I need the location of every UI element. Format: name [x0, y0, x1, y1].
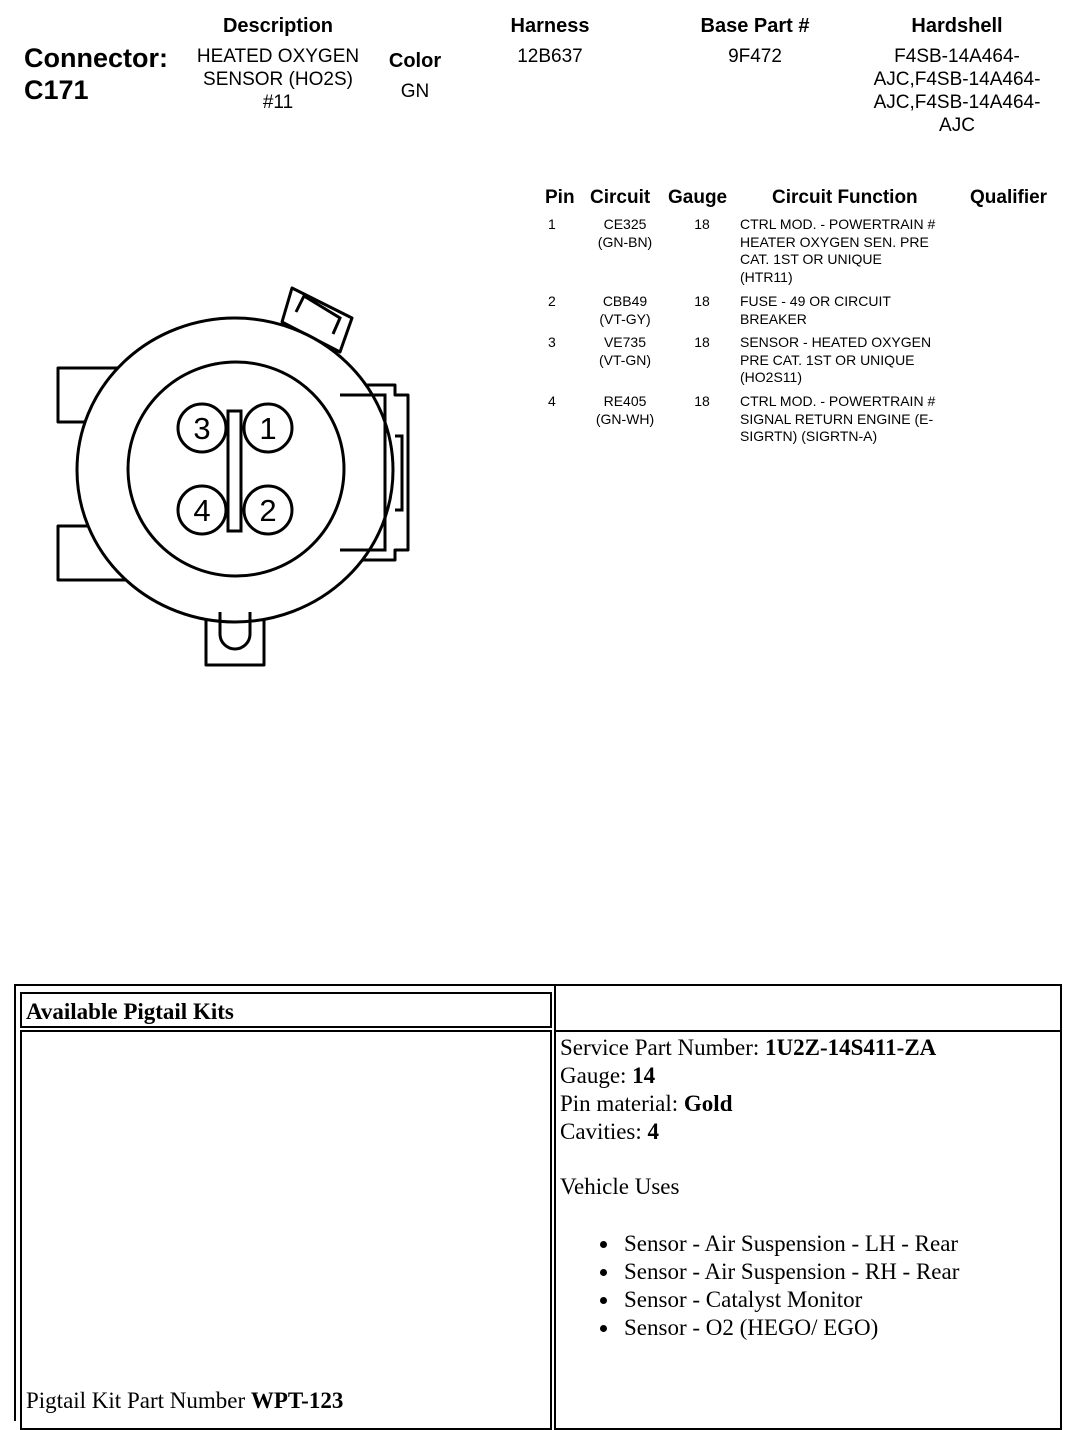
pin-function	[740, 393, 970, 446]
hardshell-label: Hardshell	[911, 15, 1003, 37]
pigtail-kit-image-cell	[20, 1030, 552, 1430]
pigtail-kit-details	[554, 1030, 1062, 1430]
function-line: (HO2S11)	[740, 369, 802, 385]
description-line: HEATED OXYGEN	[196, 46, 360, 67]
qualifier-header: Qualifier	[970, 187, 1048, 208]
harness-label: Harness	[510, 15, 590, 37]
description-line: #11	[262, 92, 294, 113]
vehicle-use-item: • Sensor - Air Suspension - LH - Rear	[620, 1230, 1056, 1258]
pigtail-kits-title: Available Pigtail Kits	[20, 992, 552, 1028]
pin-function	[740, 293, 970, 328]
kit-gauge-value: 14	[632, 1063, 656, 1088]
color-label: Color	[388, 50, 442, 72]
function-line: HEATER OXYGEN SEN. PRE	[740, 233, 929, 250]
function-line: SIGRTN) (SIGRTN-A)	[740, 428, 878, 444]
hardshell-line: AJC,F4SB-14A464-	[873, 69, 1041, 90]
service-part-number	[560, 1034, 1056, 1062]
pin-number: 2	[548, 293, 556, 309]
base-part-value: 9F472	[728, 46, 782, 67]
pin-circuit	[580, 393, 670, 428]
pin-header: Pin	[545, 187, 575, 208]
function-line: FUSE - 49 OR CIRCUIT	[740, 293, 891, 309]
hardshell-line: AJC,F4SB-14A464-	[873, 92, 1041, 113]
circuit-code: VE735	[603, 334, 647, 350]
gauge-header: Gauge	[668, 187, 728, 208]
vehicle-use-item: • Sensor - Air Suspension - RH - Rear	[620, 1258, 1056, 1286]
function-line: CTRL MOD. - POWERTRAIN #	[740, 216, 936, 232]
pin-label-1: 1	[259, 411, 277, 446]
pin-function	[740, 334, 970, 387]
cavities-label: Cavities:	[560, 1119, 648, 1144]
function-line: CAT. 1ST OR UNIQUE	[740, 251, 882, 267]
pin-label-3: 3	[193, 411, 211, 446]
vehicle-use-item: • Sensor - Catalyst Monitor	[620, 1286, 1056, 1314]
circuit-code: RE405	[603, 393, 647, 409]
circuit-color: (GN-WH)	[595, 410, 655, 427]
description-line: SENSOR (HO2S)	[203, 69, 353, 90]
pin-circuit	[580, 293, 670, 328]
base-part-label: Base Part #	[700, 15, 810, 37]
hardshell-line: AJC	[939, 115, 975, 136]
cavities-value: 4	[647, 1119, 660, 1144]
connector-face-diagram	[0, 0, 540, 700]
pin-gauge: 18	[694, 216, 710, 232]
pin-material-value: Gold	[683, 1091, 733, 1116]
function-line: SENSOR - HEATED OXYGEN	[740, 334, 932, 350]
pin-circuit	[580, 334, 670, 369]
pin-material	[560, 1090, 1056, 1118]
harness-value: 12B637	[517, 46, 583, 67]
pin-circuit	[580, 216, 670, 251]
circuit-code: CBB49	[602, 293, 648, 309]
function-line: SIGNAL RETURN ENGINE (E-	[740, 410, 934, 427]
pigtail-kits-header-right	[554, 986, 1062, 1030]
kit-gauge-label: Gauge:	[560, 1063, 633, 1088]
service-part-label: Service Part Number:	[560, 1035, 766, 1060]
description-label: Description	[222, 15, 334, 37]
pin-label-2: 2	[259, 493, 277, 528]
circuit-header: Circuit	[590, 187, 651, 208]
circuit-color: (VT-GY)	[599, 310, 651, 327]
pin-number: 4	[548, 393, 556, 409]
color-value: GN	[400, 81, 430, 102]
service-part-value: 1U2Z-14S411-ZA	[765, 1035, 937, 1060]
pigtail-kit-part-value: WPT-123	[250, 1388, 344, 1413]
function-line: (HTR11)	[740, 268, 793, 285]
circuit-code: CE325	[603, 216, 647, 232]
function-line: CTRL MOD. - POWERTRAIN #	[740, 393, 936, 409]
function-line: PRE CAT. 1ST OR UNIQUE	[740, 351, 915, 368]
function-line: BREAKER	[740, 310, 807, 327]
vehicle-use-item: • Sensor - O2 (HEGO/ EGO)	[620, 1314, 1056, 1342]
hardshell-value	[852, 45, 1062, 137]
pigtail-kit-part-label: Pigtail Kit Part Number	[26, 1388, 251, 1413]
circuit-function-header: Circuit Function	[772, 187, 918, 208]
kit-gauge	[560, 1062, 1056, 1090]
circuit-color: (GN-BN)	[597, 233, 653, 250]
connector-label: Connector:	[24, 43, 168, 73]
connector-id: C171	[24, 75, 89, 105]
pin-number: 1	[548, 216, 556, 232]
center-divider	[228, 411, 241, 531]
pin-material-label: Pin material:	[560, 1091, 684, 1116]
vehicle-uses-label: Vehicle Uses	[560, 1174, 680, 1199]
pin-label-4: 4	[193, 493, 211, 528]
pin-gauge: 18	[694, 334, 710, 350]
pin-gauge: 18	[694, 293, 710, 309]
pin-number: 3	[548, 334, 556, 350]
hardshell-line: F4SB-14A464-	[894, 46, 1020, 67]
cavities	[560, 1118, 1056, 1146]
vehicle-uses-list	[560, 1230, 1056, 1342]
pin-function	[740, 216, 970, 286]
pin-gauge: 18	[694, 393, 710, 409]
circuit-color: (VT-GN)	[598, 351, 652, 368]
pigtail-kit-part	[26, 1387, 343, 1415]
pigtail-kits-table	[14, 984, 1062, 1421]
